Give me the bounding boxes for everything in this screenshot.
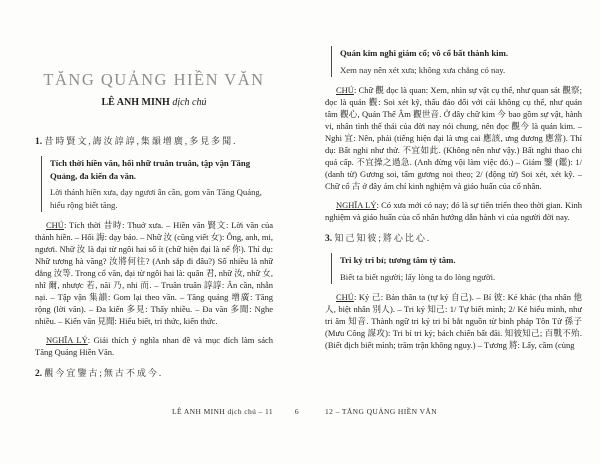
entry-1-vietnamese: Lời thánh hiền xưa, dạy ngươi ân cần, gom văn Tăng Quảng, hiểu rộng biết tăng. — [50, 187, 262, 210]
sheet-number: 6 — [294, 407, 300, 416]
author-line — [35, 97, 273, 108]
left-page-footer: LÊ ANH MINH dịch chú – 11 — [172, 407, 273, 416]
chu-text: : Chữ 觀 đọc là quan: Xem, nhìn sự vật cụ thể, như quan sát 觀察; đọc là quán 觀: Soi xét kỹ, thấu đáo đối với cái không cụ thể, như quán tâm 觀心, Quán Thế Âm 觀世音. Ở đây chữ kim 今 bao gồm sự vật, hành vi, nhân tình thế thái của đời nay nói chung, nên đọc 觀今 là quán kim. – Nghi 宜: Nên, phải (tiếng hiện đại là ưng cai 應該, ưng đương 應當). Thí dụ: Bất nghi như thử. 不宜如此. (Không nên như vậy.) Bất nghi thao chi quá cấp. 不宜操之過急. (Anh đừng vội làm việc đó.) – Giám 鑒 (鑑): 1/ (danh từ) Gương soi, tấm gương noi theo; 2/ (động từ) Soi xét, xét kỹ. – Chữ cổ 古 ở đây ám chỉ kinh nghiệm và giáo huấn của cổ nhân. — [325, 85, 582, 191]
chu-label: CHÚ — [336, 85, 354, 95]
entry-1-hanzi-line — [35, 135, 273, 149]
entry-1-hanviet: Tích thời hiền văn, hối nhữ truân truân, tập vận Tăng Quảng, đa kiến đa văn. — [50, 158, 251, 181]
entry-3-hanviet: Tri kỷ tri bỉ; tương tâm tỷ tâm. — [340, 255, 456, 265]
chu-text: : Tích thời 昔時: Thuở xưa. – Hiền văn 賢文: Lời văn của thánh hiền. – Hối 誨: dạy bảo. – Nhữ 汝 (cũng viết 女): Ông, anh, mi, ngươi. Nhữ 汝 là đại từ ngôi hai số ít (chữ hiện đại là nể 你). Thí dụ: Nhữ tương hà vãng? 汝將何往? (Anh sắp đi đâu?) Số nhiều là nhữ đẳng 汝等. Trong cổ văn, đại từ ngôi hai là: quân 君, nhữ 汝, nhữ 女, nhĩ 爾, nhược 若, nãi 乃, nhi 而. – Truân truân 諄諄: Ân cần, nhẫn nại. – Tập vận 集韻: Gom lại theo vần. – Tăng quảng 增廣: Tăng rộng (lời văn). – Đa kiến 多見: Thấy nhiều. – Đa văn 多聞: Nghe nhiều. – Kiến văn 見聞: Hiểu biết, tri thức, kiến thức. — [35, 220, 273, 326]
entry-2-nghialy-note — [325, 199, 582, 223]
entry-1-number: 1. — [35, 137, 43, 147]
entry-2-hanzi: 觀今宜鑒古;無古不成今. — [44, 368, 164, 378]
entry-1-translation-block — [41, 156, 273, 212]
entry-3-number: 3. — [325, 234, 333, 244]
entry-2-translation-block — [331, 46, 582, 77]
nghialy-text: : Giải thích ý nghĩa nhan đề và mục đích làm sách Tăng Quảng Hiền Văn. — [35, 335, 273, 357]
entry-2-hanviet: Quán kim nghi giám cổ; vô cổ bất thành kim. — [340, 48, 508, 58]
entry-3-vietnamese: Biết ta biết người; lấy lòng ta đo lòng người. — [340, 271, 496, 282]
right-page-footer: 12 – TĂNG QUẢNG HIỀN VĂN — [325, 407, 438, 416]
right-page — [325, 0, 582, 402]
entry-2-number: 2. — [35, 369, 43, 379]
entry-3-hanzi: 知己知彼;將心比心. — [334, 233, 432, 243]
chu-label: CHÚ — [336, 292, 354, 302]
entry-1-nghialy-note — [35, 334, 273, 358]
left-page — [35, 0, 273, 402]
entry-2-vietnamese: Xem nay nên xét xưa; không xưa chẳng có nay. — [340, 64, 506, 75]
entry-1-hanzi: 昔時賢文,誨汝諄諄,集韻增廣,多見多聞. — [44, 136, 238, 146]
chu-label: CHÚ — [46, 220, 64, 230]
book-title: TĂNG QUẢNG HIỀN VĂN — [43, 70, 265, 89]
chu-text: : Kỷ 己: Bản thân ta (tự kỷ 自己). – Bỉ 彼: Kẻ khác (tha nhân 他人, biệt nhân 別人). – Tri kỷ 知己: 1/ Tự biết mình; 2/ Kẻ hiểu mình, như tri âm 知音. Thành ngữ tri kỷ tri bỉ bắt nguồn từ binh pháp Tôn Tử 孫子 (Mưu Công 謀攻): Tri bỉ tri kỷ; bách chiến bất đãi. 知彼知己; 百戰不殆. (Biết địch biết mình; trăm trận không nguy.) – Tương 將: Lấy, cầm (cùng — [325, 292, 582, 350]
nghialy-label: NGHĨA LÝ — [46, 335, 88, 345]
nghialy-text: : Có xưa mới có nay; đó là sự tiến triển theo thời gian. Kinh nghiệm và giáo huấn của cổ nhân hướng dẫn hành vi của người đời nay. — [325, 200, 582, 222]
nghialy-label: NGHĨA LÝ — [336, 200, 377, 210]
entry-3-hanzi-line — [325, 232, 582, 246]
author-role: dịch chú — [172, 97, 207, 108]
entry-3-chu-note — [325, 291, 582, 351]
entry-2-hanzi-line — [35, 367, 273, 381]
author-name: LÊ ANH MINH — [101, 97, 170, 108]
entry-1-chu-note — [35, 219, 273, 327]
entry-3-translation-block — [331, 253, 582, 284]
entry-2-chu-note — [325, 84, 582, 192]
